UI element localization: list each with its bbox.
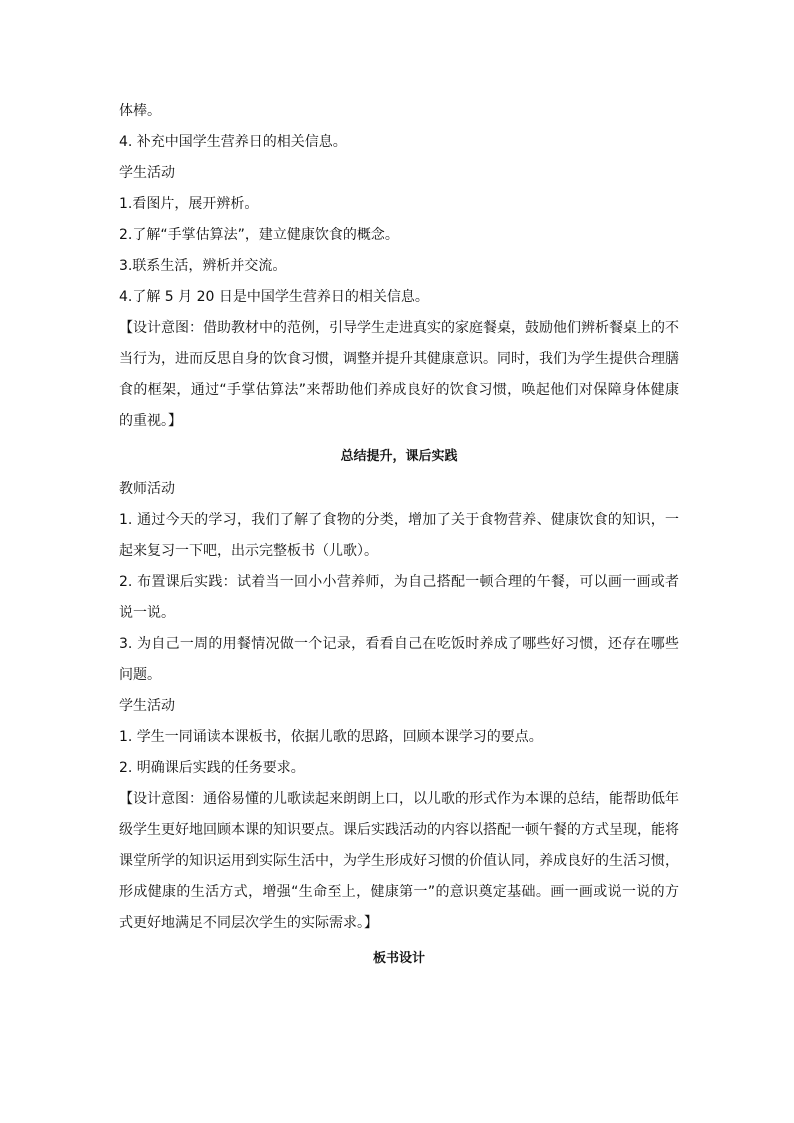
teacher-item-2: 2. 布置课后实践：试着当一回小小营养师，为自己搭配一顿合理的午餐，可以画一画或者说一说。 — [119, 574, 679, 621]
student-item-2-b: 2. 明确课后实践的任务要求。 — [119, 760, 305, 776]
student-activity-label: 学生活动 — [119, 165, 175, 181]
teacher-item-1: 1. 通过今天的学习，我们了解了食物的分类，增加了关于食物营养、健康饮食的知识，一起来复习一下吧，出示完整板书（儿歌）。 — [119, 512, 679, 559]
teacher-item-4: 4. 补充中国学生营养日的相关信息。 — [119, 134, 347, 150]
text-line-continuation: 体棒。 — [119, 103, 161, 119]
student-activity-label-2: 学生活动 — [119, 698, 175, 714]
design-intent-paragraph: 【设计意图：借助教材中的范例，引导学生走进真实的家庭餐桌，鼓励他们辨析餐桌上的不当行为，进而反思自身的饮食习惯，调整并提升其健康意识。同时，我们为学生提供合理膳食的框架，通过“手掌估算法”来帮助他们养成良好的饮食习惯，唤起他们对保障身体健康的重视。】 — [119, 320, 679, 429]
section-heading-summary: 总结提升，课后实践 — [340, 449, 458, 464]
student-item-1-b: 1. 学生一同诵读本课板书，依据儿歌的思路，回顾本课学习的要点。 — [119, 729, 543, 745]
student-item-1: 1.看图片，展开辨析。 — [119, 196, 259, 212]
design-intent-paragraph-2: 【设计意图：通俗易懂的儿歌读起来朗朗上口，以儿歌的形式作为本课的总结，能帮助低年级学生更好地回顾本课的知识要点。课后实践活动的内容以搭配一顿午餐的方式呈现，能将课堂所学的知识运用到实际生活中，为学生形成好习惯的价值认同，养成良好的生活习惯，形成健康的生活方式，增强“生命至上，健康第一”的意识奠定基础。画一画或说一说的方式更好地满足不同层次学生的实际需求。】 — [119, 791, 679, 931]
student-item-3: 3.联系生活，辨析并交流。 — [119, 258, 287, 274]
document-page — [119, 96, 679, 976]
section-heading-board-design: 板书设计 — [372, 951, 425, 966]
student-item-2: 2.了解“手掌估算法”，建立健康饮食的概念。 — [119, 227, 399, 243]
teacher-item-3: 3. 为自己一周的用餐情况做一个记录，看看自己在吃饭时养成了哪些好习惯，还存在哪些问题。 — [119, 636, 679, 683]
teacher-activity-label: 教师活动 — [119, 481, 175, 497]
student-item-4: 4.了解 5 月 20 日是中国学生营养日的相关信息。 — [119, 289, 429, 305]
